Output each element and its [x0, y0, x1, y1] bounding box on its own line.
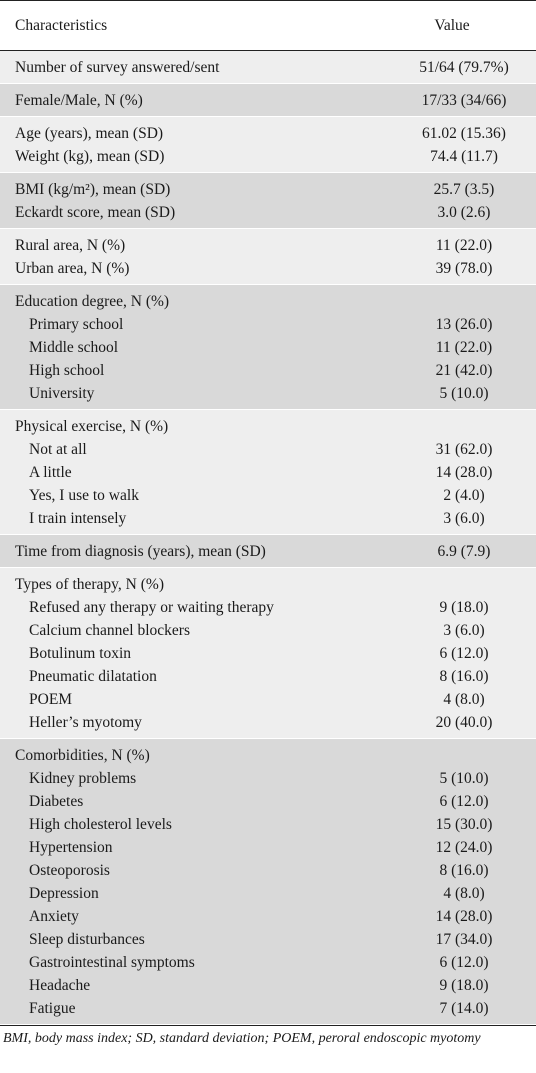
table-row — [0, 145, 536, 168]
row-label: High school — [29, 361, 105, 379]
table-row — [0, 290, 536, 313]
table-row — [0, 813, 536, 836]
table-row — [0, 507, 536, 530]
row-label: Eckardt score, mean (SD) — [15, 203, 176, 221]
row-value: 11 (22.0) — [435, 236, 493, 254]
table-body — [0, 51, 536, 1025]
row-value: 6 (12.0) — [439, 953, 489, 971]
row-value: 9 (18.0) — [439, 976, 489, 994]
row-value: 11 (22.0) — [435, 338, 493, 356]
row-label: Osteoporosis — [29, 861, 110, 879]
table-row — [0, 336, 536, 359]
row-label: Number of survey answered/sent — [15, 58, 220, 76]
row-value: 13 (26.0) — [435, 315, 493, 333]
table-footnote: BMI, body mass index; SD, standard deviation; POEM, peroral endoscopic myotomy — [0, 1025, 536, 1049]
header-value: Value — [434, 16, 470, 34]
row-label: Physical exercise, N (%) — [15, 417, 169, 435]
row-label: A little — [29, 463, 72, 481]
row-label: Calcium channel blockers — [29, 621, 190, 639]
row-label: Rural area, N (%) — [15, 236, 126, 254]
table-row — [0, 859, 536, 882]
row-value: 14 (28.0) — [435, 463, 493, 481]
row-label: Urban area, N (%) — [15, 259, 130, 277]
row-value: 51/64 (79.7%) — [419, 58, 509, 76]
row-label: BMI (kg/m²), mean (SD) — [15, 180, 171, 198]
table-row — [0, 201, 536, 224]
row-label: I train intensely — [29, 509, 127, 527]
row-label: Botulinum toxin — [29, 644, 132, 662]
row-value: 3 (6.0) — [443, 621, 485, 639]
table-row — [0, 573, 536, 596]
row-value: 4 (8.0) — [443, 690, 485, 708]
header-characteristics: Characteristics — [15, 16, 108, 34]
row-label: University — [29, 384, 95, 402]
table-row — [0, 257, 536, 280]
row-value: 8 (16.0) — [439, 667, 489, 685]
table-row — [0, 234, 536, 257]
row-label: Education degree, N (%) — [15, 292, 170, 310]
table-row — [0, 974, 536, 997]
row-label: Kidney problems — [29, 769, 137, 787]
row-label: Time from diagnosis (years), mean (SD) — [15, 542, 266, 560]
row-label: Middle school — [29, 338, 119, 356]
table-row — [0, 928, 536, 951]
table-row — [0, 540, 536, 563]
row-label: Depression — [29, 884, 99, 902]
row-label: Gastrointestinal symptoms — [29, 953, 195, 971]
table-row — [0, 415, 536, 438]
row-value: 17/33 (34/66) — [421, 91, 507, 109]
row-group — [0, 410, 536, 535]
row-value: 25.7 (3.5) — [433, 180, 495, 198]
row-value: 17 (34.0) — [435, 930, 493, 948]
table-row — [0, 484, 536, 507]
table-row — [0, 905, 536, 928]
row-value: 7 (14.0) — [439, 999, 489, 1017]
table-header — [0, 1, 536, 51]
row-value: 4 (8.0) — [443, 884, 485, 902]
row-group — [0, 285, 536, 410]
row-group — [0, 173, 536, 229]
row-group — [0, 229, 536, 285]
row-label: Pneumatic dilatation — [29, 667, 157, 685]
table-row — [0, 997, 536, 1020]
row-value: 21 (42.0) — [435, 361, 493, 379]
row-value: 6.9 (7.9) — [437, 542, 491, 560]
table-row — [0, 438, 536, 461]
table-row — [0, 951, 536, 974]
row-value: 6 (12.0) — [439, 644, 489, 662]
row-value: 31 (62.0) — [435, 440, 493, 458]
row-label: Weight (kg), mean (SD) — [15, 147, 165, 165]
row-label: Headache — [29, 976, 91, 994]
table-row — [0, 178, 536, 201]
row-label: Not at all — [29, 440, 87, 458]
row-label: Types of therapy, N (%) — [15, 575, 164, 593]
row-value: 6 (12.0) — [439, 792, 489, 810]
row-value: 15 (30.0) — [435, 815, 493, 833]
table-row — [0, 642, 536, 665]
table-row — [0, 744, 536, 767]
row-label: Female/Male, N (%) — [15, 91, 143, 109]
row-group — [0, 117, 536, 173]
row-value: 39 (78.0) — [435, 259, 493, 277]
row-value: 3.0 (2.6) — [437, 203, 491, 221]
row-label: Comorbidities, N (%) — [15, 746, 150, 764]
row-value: 14 (28.0) — [435, 907, 493, 925]
row-value: 5 (10.0) — [439, 384, 489, 402]
table-row — [0, 711, 536, 734]
table-row — [0, 767, 536, 790]
table-row — [0, 790, 536, 813]
row-label: Primary school — [29, 315, 124, 333]
row-group — [0, 51, 536, 84]
table-row — [0, 836, 536, 859]
row-label: Heller’s myotomy — [29, 713, 142, 731]
table-row — [0, 665, 536, 688]
table-row — [0, 89, 536, 112]
row-label: POEM — [29, 690, 73, 708]
row-value: 74.4 (11.7) — [430, 147, 498, 165]
row-value: 9 (18.0) — [439, 598, 489, 616]
table-row — [0, 122, 536, 145]
row-label: High cholesterol levels — [29, 815, 172, 833]
row-label: Fatigue — [29, 999, 76, 1017]
row-label: Sleep disturbances — [29, 930, 145, 948]
row-label: Anxiety — [29, 907, 79, 925]
row-label: Refused any therapy or waiting therapy — [29, 598, 274, 616]
row-label: Yes, I use to walk — [29, 486, 139, 504]
row-label: Diabetes — [29, 792, 84, 810]
row-label: Hypertension — [29, 838, 113, 856]
table-row — [0, 359, 536, 382]
table-row — [0, 382, 536, 405]
row-value: 3 (6.0) — [443, 509, 485, 527]
table-row — [0, 56, 536, 79]
row-value: 61.02 (15.36) — [422, 124, 506, 142]
row-value: 8 (16.0) — [439, 861, 489, 879]
table-row — [0, 461, 536, 484]
row-group — [0, 84, 536, 117]
row-value: 2 (4.0) — [443, 486, 485, 504]
row-group — [0, 535, 536, 568]
row-value: 20 (40.0) — [435, 713, 493, 731]
table-row — [0, 313, 536, 336]
row-label: Age (years), mean (SD) — [15, 124, 164, 142]
table-row — [0, 596, 536, 619]
row-value: 5 (10.0) — [439, 769, 489, 787]
table-row — [0, 882, 536, 905]
row-group — [0, 739, 536, 1025]
row-value: 12 (24.0) — [435, 838, 493, 856]
table-row — [0, 619, 536, 642]
row-group — [0, 568, 536, 739]
table-row — [0, 688, 536, 711]
